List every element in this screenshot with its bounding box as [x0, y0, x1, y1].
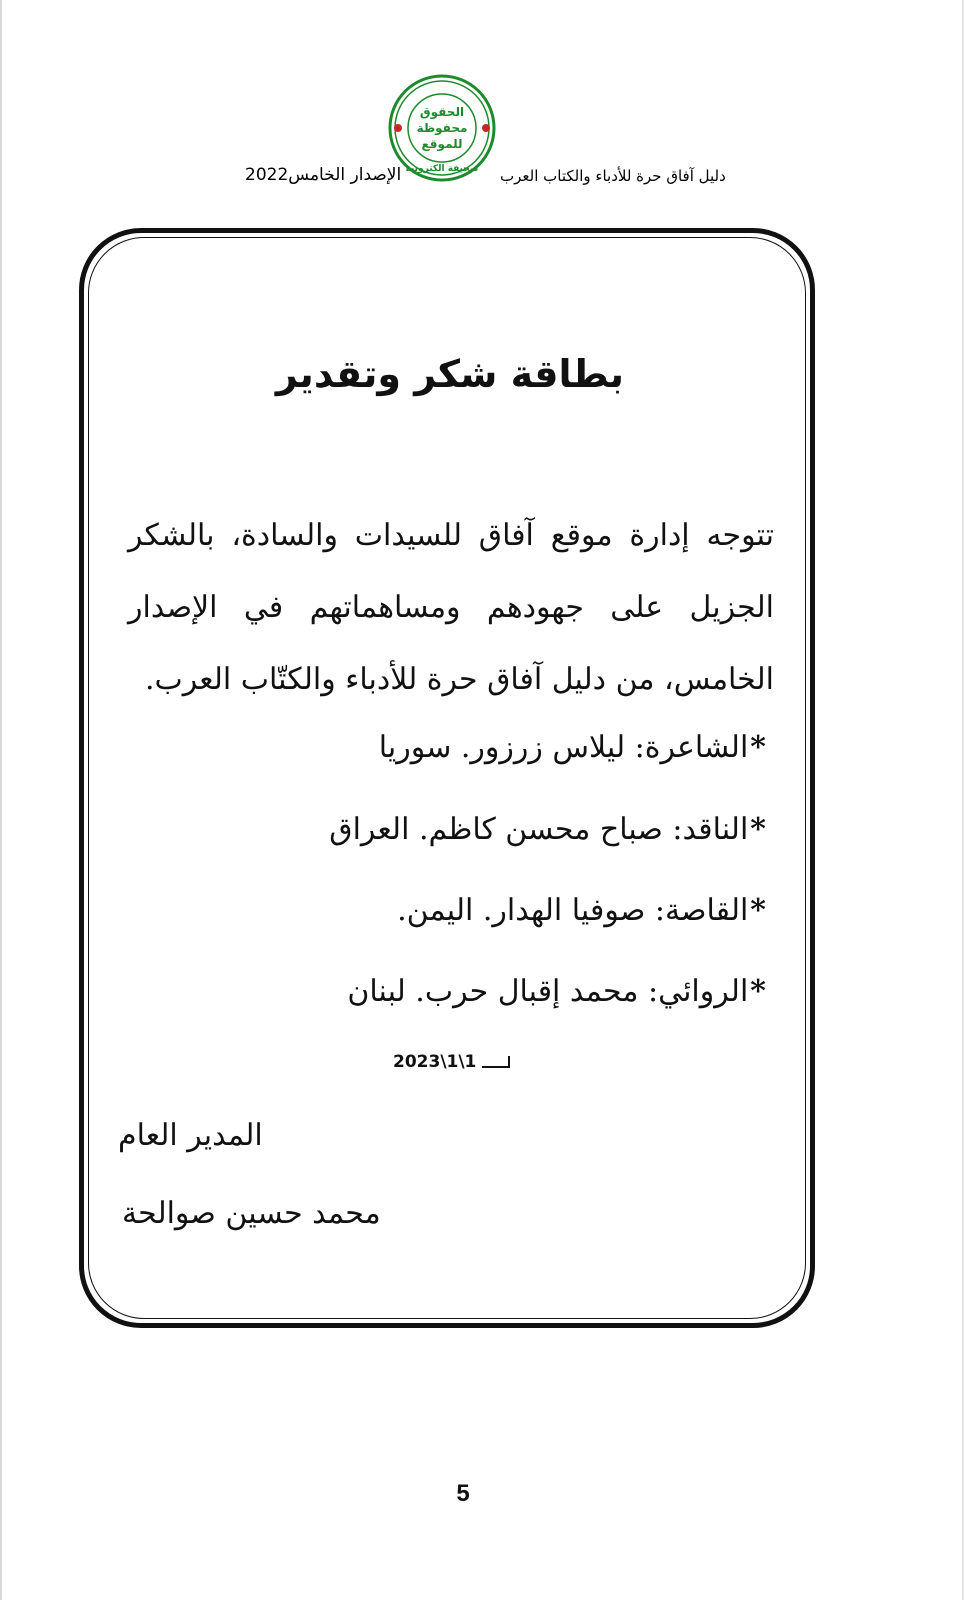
date-mark-icon: [482, 1056, 510, 1068]
stamp-ring-text: صحيفة الكترونية: [405, 164, 479, 174]
honoree-critic: *الناقد: صباح محسن كاظم. العراق: [329, 812, 766, 847]
copyright-stamp: [386, 72, 498, 184]
manager-signature-name: محمد حسين صوالحة: [122, 1196, 381, 1231]
stamp-line-2: محفوظة: [416, 121, 468, 135]
card-date: [393, 1052, 510, 1072]
header-edition: الإصدار الخامس2022: [245, 165, 402, 185]
page-number: 5: [456, 1480, 470, 1507]
star-bullet: *: [750, 730, 766, 765]
honoree-story-writer: *القاصة: صوفيا الهدار. اليمن.: [397, 893, 766, 928]
star-bullet: *: [750, 893, 766, 928]
card-title: بطاقة شكر وتقدير: [275, 352, 625, 396]
stamp-seal-icon: [386, 72, 498, 184]
star-bullet: *: [750, 974, 766, 1009]
date-value: 2023\1\1: [393, 1052, 477, 1072]
stamp-line-3: للموقع: [421, 137, 463, 151]
honoree-novelist: *الروائي: محمد إقبال حرب. لبنان: [347, 974, 766, 1009]
star-bullet: *: [750, 812, 766, 847]
card-body-text: تتوجه إدارة موقع آفاق للسيدات والسادة، بالشكر الجزيل على جهودهم ومساهماتهم في الإصدار الخامس، من دليل آفاق حرة للأدباء والكتّاب العرب.: [128, 518, 774, 697]
stamp-line-1: الحقوق: [419, 105, 465, 119]
honoree-poet: *الشاعرة: ليلاس زرزور. سوريا: [378, 730, 766, 765]
header-guide-title: دليل آفاق حرة للأدباء والكتاب العرب: [500, 167, 726, 185]
page-left-edge: [0, 0, 2, 1600]
card-inner-border: [88, 237, 806, 1319]
manager-title: المدير العام: [118, 1118, 263, 1153]
